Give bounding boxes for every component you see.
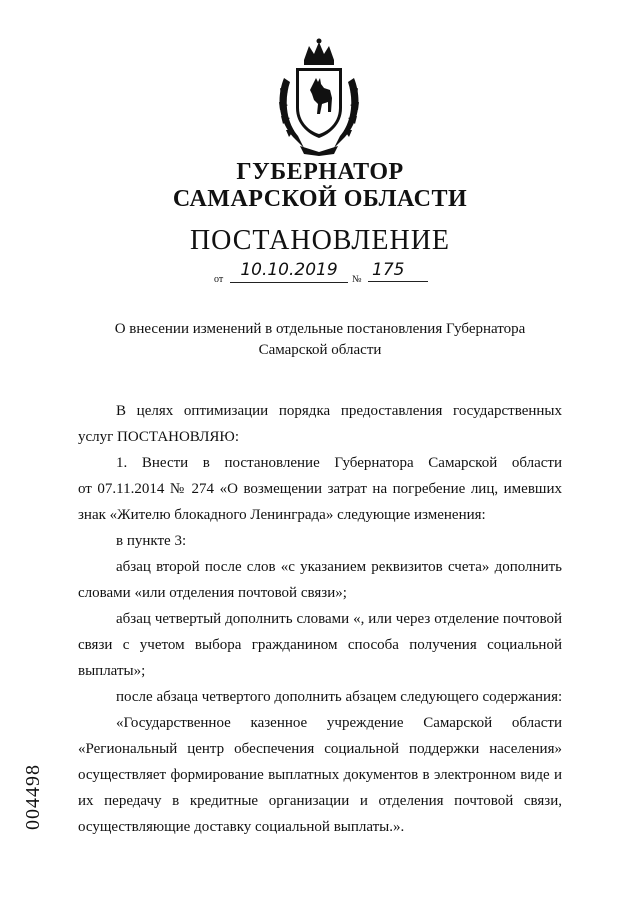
body-line: осуществляющие доставку социальной выплаты.». (78, 819, 405, 835)
authority-title-line2: САМАРСКОЙ ОБЛАСТИ (172, 186, 468, 212)
body-line: связи с учетом выбора гражданином способа получения социальной (78, 637, 562, 653)
body-line: абзац четвертый дополнить словами «, или через отделение почтовой (116, 611, 562, 627)
body-line: от 07.11.2014 № 274 «О возмещении затрат на погребение лиц, имевших (78, 481, 562, 497)
authority-title-line1: ГУБЕРНАТОР (236, 159, 404, 185)
coat-of-arms-icon (274, 38, 364, 156)
body-line: В целях оптимизации порядка предоставления государственных (116, 403, 562, 419)
margin-stamp-number: 004498 (22, 764, 44, 830)
subject-line1: О внесении изменений в отдельные постановления Губернатора (114, 321, 526, 337)
body-line: услуг ПОСТАНОВЛЯЮ: (78, 429, 240, 445)
subject-line2: Самарской области (258, 342, 382, 358)
document-date: 10.10.2019 (230, 260, 348, 283)
body-line: после абзаца четвертого дополнить абзацем следующего содержания: (116, 689, 563, 705)
date-prefix: от (214, 274, 224, 285)
body-line: осуществляет формирование выплатных документов в электронном виде и (78, 767, 562, 783)
body-line: «Региональный центр обеспечения социальной поддержки населения» (78, 741, 562, 757)
document-number: 175 (368, 260, 428, 282)
body-line: «Государственное казенное учреждение Самарской области (116, 715, 562, 731)
number-prefix: № (352, 274, 362, 285)
document-type: ПОСТАНОВЛЕНИЕ (189, 225, 451, 256)
body-line: в пункте 3: (116, 533, 187, 549)
body-line: выплаты»; (78, 663, 146, 679)
body-line: словами «или отделения почтовой связи»; (78, 585, 347, 601)
body-line: знак «Жителю блокадного Ленинграда» следующие изменения: (78, 507, 486, 523)
body-line: их передачу в кредитные организации и отделения почтовой связи, (78, 793, 562, 809)
body-line: 1. Внести в постановление Губернатора Самарской области (116, 455, 562, 471)
body-line: абзац второй после слов «с указанием реквизитов счета» дополнить (116, 559, 562, 575)
